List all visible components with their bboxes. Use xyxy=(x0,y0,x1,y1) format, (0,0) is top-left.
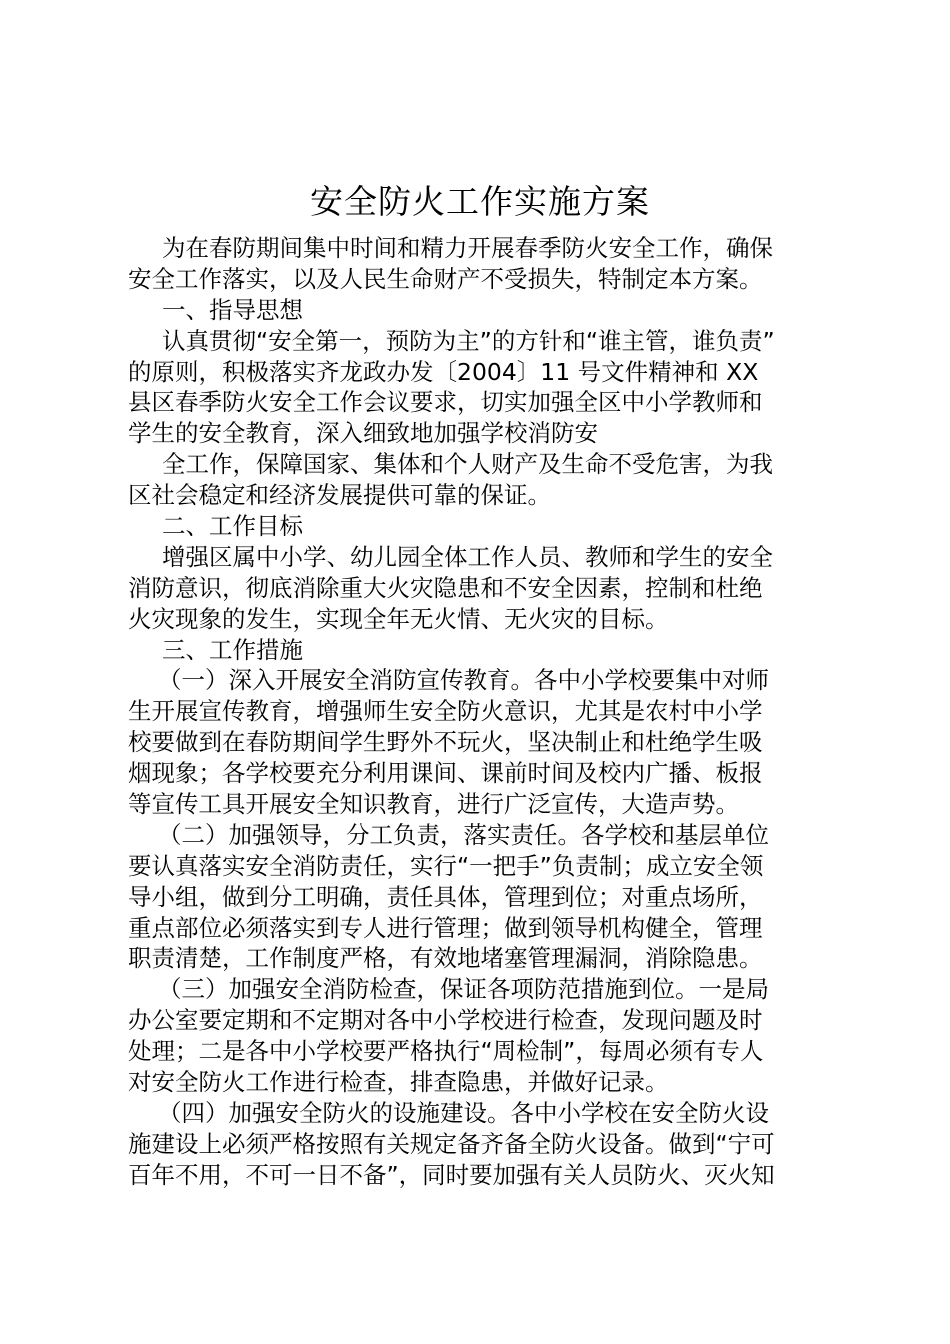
paragraph-line: 办公室要定期和不定期对各中小学校进行检查，发现问题及时 xyxy=(128,1006,763,1035)
paragraph-line: 火灾现象的发生，实现全年无火情、无火灾的目标。 xyxy=(128,604,669,633)
paragraph-line: 消防意识，彻底消除重大火灾隐患和不安全因素，控制和杜绝 xyxy=(128,573,763,602)
paragraph-line: 对安全防火工作进行检查，排查隐患，并做好记录。 xyxy=(128,1068,669,1097)
document-title: 安全防火工作实施方案 xyxy=(310,182,650,221)
section-heading: 三、工作措施 xyxy=(162,635,303,664)
document-body xyxy=(128,233,838,1191)
paragraph-line: （三）加强安全消防检查，保证各项防范措施到位。一是局 xyxy=(158,975,769,1004)
paragraph-line: 施建设上必须严格按照有关规定备齐备全防火设备。做到“宁可 xyxy=(128,1129,775,1158)
paragraph-line: 烟现象；各学校要充分利用课间、课前时间及校内广播、板报 xyxy=(128,759,763,788)
paragraph-line: 导小组，做到分工明确，责任具体，管理到位；对重点场所， xyxy=(128,882,763,911)
paragraph-line: 的原则，积极落实齐龙政办发〔2004〕11 号文件精神和 XX xyxy=(128,357,759,386)
paragraph-line: 为在春防期间集中时间和精力开展春季防火安全工作，确保 xyxy=(162,234,773,262)
paragraph-line: 增强区属中小学、幼儿园全体工作人员、教师和学生的安全 xyxy=(162,542,773,571)
paragraph-line: 全工作，保障国家、集体和个人财产及生命不受危害，为我 xyxy=(162,450,773,479)
paragraph-line: 县区春季防火安全工作会议要求，切实加强全区中小学教师和 xyxy=(128,388,763,417)
paragraph-line: 要认真落实安全消防责任，实行“一把手”负责制；成立安全领 xyxy=(128,851,764,880)
paragraph-line: 处理；二是各中小学校要严格执行“周检制”，每周必须有专人 xyxy=(128,1037,764,1066)
paragraph-line: 学生的安全教育，深入细致地加强学校消防安 xyxy=(128,419,598,448)
paragraph-line: （四）加强安全防火的设施建设。各中小学校在安全防火设 xyxy=(158,1098,769,1127)
paragraph-line: 校要做到在春防期间学生野外不玩火，坚决制止和杜绝学生吸 xyxy=(128,728,763,757)
paragraph-line: 重点部位必须落实到专人进行管理；做到领导机构健全，管理 xyxy=(128,913,763,942)
paragraph-line: 等宣传工具开展安全知识教育，进行广泛宣传，大造声势。 xyxy=(128,790,739,819)
paragraph-line: 职责清楚，工作制度严格，有效地堵塞管理漏洞，消除隐患。 xyxy=(128,944,763,973)
paragraph-line: 生开展宣传教育，增强师生安全防火意识，尤其是农村中小学 xyxy=(128,697,763,726)
section-heading: 一、指导思想 xyxy=(162,295,303,324)
paragraph-line: 认真贯彻“安全第一，预防为主”的方针和“谁主管，谁负责” xyxy=(162,326,775,355)
paragraph-line: 百年不用，不可一日不备”，同时要加强有关人员防火、灭火知 xyxy=(128,1160,775,1189)
paragraph-line: （二）加强领导，分工负责，落实责任。各学校和基层单位 xyxy=(158,820,769,849)
section-heading: 二、工作目标 xyxy=(162,512,303,541)
paragraph-line: 安全工作落实，以及人民生命财产不受损失，特制定本方案。 xyxy=(128,264,763,293)
paragraph-line: 区社会稳定和经济发展提供可靠的保证。 xyxy=(128,481,551,510)
paragraph-line: （一）深入开展安全消防宣传教育。各中小学校要集中对师 xyxy=(158,666,769,695)
